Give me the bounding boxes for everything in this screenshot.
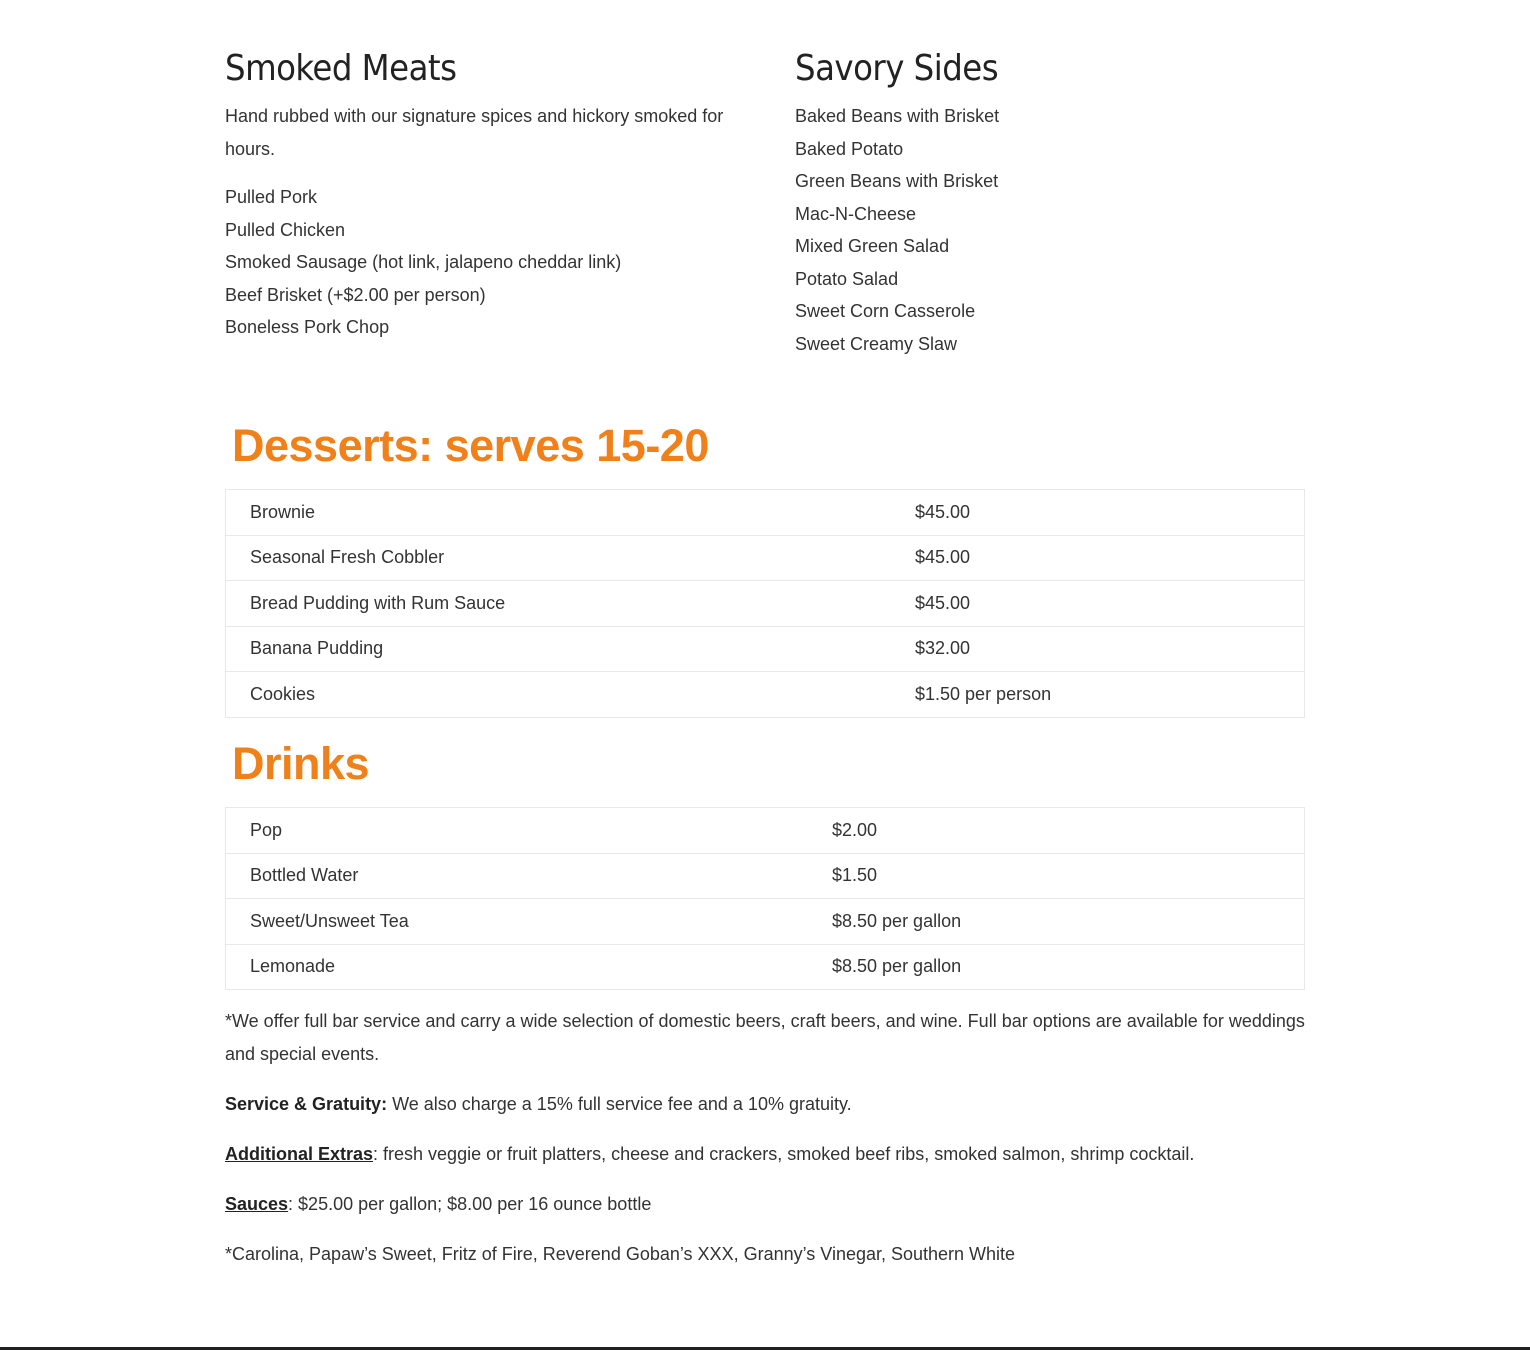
list-item: Mixed Green Salad bbox=[795, 236, 950, 256]
dessert-price: $32.00 bbox=[891, 626, 1305, 672]
list-item: Boneless Pork Chop bbox=[225, 317, 390, 337]
list-item: Beef Brisket (+$2.00 per person) bbox=[225, 284, 486, 305]
sauces-label: Sauces bbox=[225, 1194, 289, 1214]
dessert-name: Bread Pudding with Rum Sauce bbox=[226, 581, 892, 627]
drink-name: Lemonade bbox=[226, 944, 809, 990]
table-row bbox=[226, 672, 1305, 718]
sauces-text: : $25.00 per gallon; $8.00 per 16 ounce bottle bbox=[288, 1194, 652, 1214]
menu-content bbox=[225, 0, 1305, 1264]
extras-text: : fresh veggie or fruit platters, cheese and crackers, smoked beef ribs, smoked salmon, shrimp cocktail. bbox=[373, 1144, 1195, 1164]
service-text: We also charge a 15% full service fee and a 10% gratuity. bbox=[387, 1094, 852, 1114]
desserts-table bbox=[225, 489, 1305, 718]
dessert-name: Seasonal Fresh Cobbler bbox=[226, 535, 892, 581]
savory-sides-column bbox=[795, 46, 1295, 360]
service-label: Service & Gratuity: bbox=[225, 1094, 388, 1114]
drink-price: $1.50 bbox=[808, 853, 1305, 899]
list-item: Pulled Chicken bbox=[225, 219, 346, 240]
drinks-heading: Drinks bbox=[232, 738, 370, 789]
dessert-name: Brownie bbox=[250, 501, 316, 522]
drink-price: $2.00 bbox=[832, 819, 878, 840]
table-row bbox=[226, 535, 1305, 581]
table-row bbox=[226, 899, 1305, 945]
list-item: Potato Salad bbox=[795, 268, 899, 289]
smoked-meats-list bbox=[225, 181, 725, 344]
menu-notes bbox=[225, 1005, 1305, 1271]
menu-columns bbox=[225, 0, 1305, 400]
list-item: Mac-N-Cheese bbox=[795, 203, 917, 224]
extras-label: Additional Extras bbox=[225, 1144, 374, 1164]
list-item: Sweet Corn Casserole bbox=[795, 301, 976, 321]
dessert-price: $45.00 bbox=[891, 581, 1305, 627]
drink-name: Sweet/Unsweet Tea bbox=[226, 899, 809, 945]
dessert-price: $1.50 per person bbox=[891, 672, 1305, 718]
table-row bbox=[226, 853, 1305, 899]
list-item: Green Beans with Brisket bbox=[795, 171, 999, 191]
smoked-meats-description: Hand rubbed with our signature spices and hickory smoked for hours. bbox=[225, 106, 724, 159]
list-item: Baked Potato bbox=[795, 138, 904, 159]
dessert-name: Banana Pudding bbox=[226, 626, 892, 672]
table-row bbox=[226, 490, 1305, 536]
smoked-meats-column bbox=[225, 46, 725, 344]
dessert-name: Cookies bbox=[226, 672, 892, 718]
savory-sides-list bbox=[795, 100, 1295, 360]
drink-price: $8.50 per gallon bbox=[808, 899, 1305, 945]
list-item: Smoked Sausage (hot link, jalapeno cheddar link) bbox=[225, 252, 622, 272]
smoked-meats-heading: Smoked Meats bbox=[225, 48, 457, 89]
sauce-list: *Carolina, Papaw’s Sweet, Fritz of Fire, Reverend Goban’s XXX, Granny’s Vinegar, Southern White bbox=[225, 1244, 1016, 1264]
service-note bbox=[225, 1088, 1305, 1121]
list-item: Sweet Creamy Slaw bbox=[795, 333, 958, 354]
dessert-price: $45.00 bbox=[915, 501, 971, 522]
bar-note: *We offer full bar service and carry a wide selection of domestic beers, craft beers, and wine. Full bar options are available for weddings and special events. bbox=[225, 1011, 1305, 1064]
table-row bbox=[226, 581, 1305, 627]
table-row bbox=[226, 626, 1305, 672]
savory-sides-heading: Savory Sides bbox=[795, 48, 999, 89]
drink-name: Bottled Water bbox=[226, 853, 809, 899]
sauces-note bbox=[225, 1188, 1305, 1221]
drink-name: Pop bbox=[250, 819, 283, 840]
dessert-price: $45.00 bbox=[891, 535, 1305, 581]
extras-note bbox=[225, 1138, 1305, 1171]
drinks-table bbox=[225, 807, 1305, 990]
table-row bbox=[226, 944, 1305, 990]
list-item: Pulled Pork bbox=[225, 187, 318, 207]
table-row bbox=[226, 808, 1305, 854]
list-item: Baked Beans with Brisket bbox=[795, 106, 1000, 126]
desserts-heading: Desserts: serves 15-20 bbox=[232, 420, 709, 471]
drink-price: $8.50 per gallon bbox=[808, 944, 1305, 990]
